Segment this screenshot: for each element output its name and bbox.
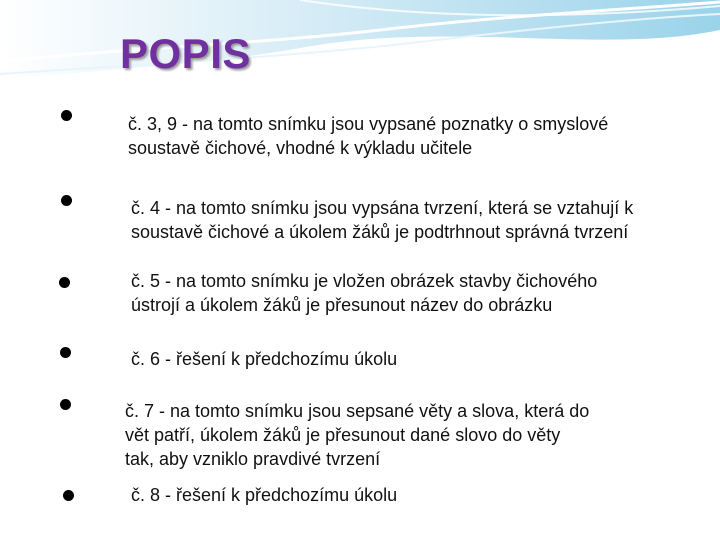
list-item bbox=[131, 269, 597, 317]
list-item-line: č. 3, 9 - na tomto snímku jsou vypsané poznatky o smyslové bbox=[128, 114, 609, 134]
bullet-icon bbox=[60, 399, 71, 410]
bullet-icon bbox=[59, 277, 70, 288]
bullet-icon bbox=[61, 110, 72, 121]
list-item-line: soustavě čichové a úkolem žáků je podtrhnout správná tvrzení bbox=[131, 222, 629, 242]
list-item-line: č. 8 - řešení k předchozímu úkolu bbox=[131, 485, 398, 505]
list-item-line: soustavě čichové, vhodné k výkladu učitele bbox=[128, 138, 473, 158]
list-item-line: ústrojí a úkolem žáků je přesunout název do obrázku bbox=[131, 295, 553, 315]
list-item-line: tak, aby vzniklo pravdivé tvrzení bbox=[125, 449, 381, 469]
header-wave-decoration bbox=[0, 0, 720, 90]
slide-title: POPIS bbox=[120, 30, 251, 77]
bullet-icon bbox=[63, 490, 74, 501]
list-item-line: vět patří, úkolem žáků je přesunout dané slovo do věty bbox=[125, 425, 561, 445]
list-item bbox=[125, 399, 589, 471]
list-item bbox=[131, 196, 633, 244]
list-item-line: č. 5 - na tomto snímku je vložen obrázek stavby čichového bbox=[131, 271, 598, 291]
list-item bbox=[128, 112, 608, 160]
list-item bbox=[131, 483, 397, 507]
bullet-icon bbox=[61, 195, 72, 206]
list-item-line: č. 4 - na tomto snímku jsou vypsána tvrzení, která se vztahují k bbox=[131, 198, 634, 218]
list-item-line: č. 6 - řešení k předchozímu úkolu bbox=[131, 349, 398, 369]
bullet-icon bbox=[60, 347, 71, 358]
list-item-line: č. 7 - na tomto snímku jsou sepsané věty a slova, která do bbox=[125, 401, 590, 421]
list-item bbox=[131, 347, 397, 371]
